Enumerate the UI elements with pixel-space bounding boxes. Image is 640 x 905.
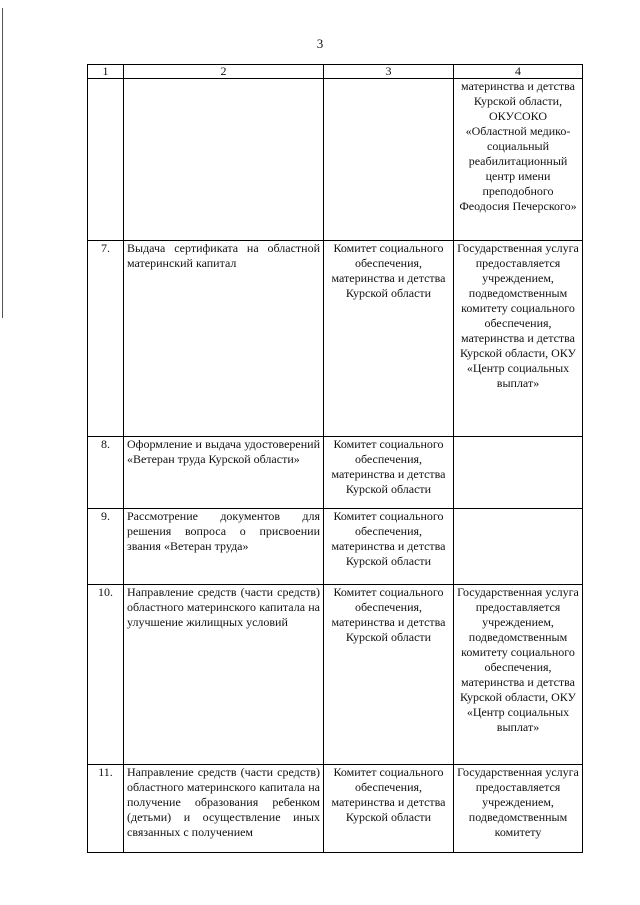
note [454, 509, 583, 585]
table-row [88, 437, 583, 509]
provider: Комитет социального обеспечения, материнства и детства Курской области [324, 437, 454, 509]
provider: Комитет социального обеспечения, материнства и детства Курской области [324, 509, 454, 585]
page-number: 3 [316, 36, 324, 51]
note: Государственная услуга предоставляется учреждением, подведомственным комитету [454, 765, 583, 853]
note: Государственная услуга предоставляется учреждением, подведомственным комитету социального обеспечения, материнства и детства Курской области, ОКУ «Центр социальных выплат» [454, 241, 583, 437]
table-row [88, 585, 583, 765]
note: Государственная услуга предоставляется учреждением, подведомственным комитету социального обеспечения, материнства и детства Курской области, ОКУ «Центр социальных выплат» [454, 585, 583, 765]
service-name: Направление средств (части средств) областного материнского капитала на улучшение жилищных условий [124, 585, 324, 765]
services-table [87, 64, 583, 853]
service-name [124, 79, 324, 241]
note [454, 437, 583, 509]
scan-edge-line [2, 8, 3, 318]
column-header: 4 [454, 65, 583, 79]
row-number [88, 79, 124, 241]
service-name: Оформление и выдача удостоверений «Ветеран труда Курской области» [124, 437, 324, 509]
row-number: 9. [88, 509, 124, 585]
provider: Комитет социального обеспечения, материнства и детства Курской области [324, 765, 454, 853]
service-name: Выдача сертификата на областной материнский капитал [124, 241, 324, 437]
table-row [88, 241, 583, 437]
column-header: 1 [88, 65, 124, 79]
column-header: 3 [324, 65, 454, 79]
provider [324, 79, 454, 241]
column-header: 2 [124, 65, 324, 79]
table-row [88, 765, 583, 853]
note: материнства и детства Курской области, ОКУСОКО «Областной медико-социальный реабилитационный центр имени преподобного Феодосия Печерского» [454, 79, 583, 241]
provider: Комитет социального обеспечения, материнства и детства Курской области [324, 585, 454, 765]
service-name: Рассмотрение документов для решения вопроса о присвоении звания «Ветеран труда» [124, 509, 324, 585]
table-row [88, 79, 583, 241]
table-header-row [88, 65, 583, 79]
table-row [88, 509, 583, 585]
row-number: 8. [88, 437, 124, 509]
row-number: 10. [88, 585, 124, 765]
row-number: 7. [88, 241, 124, 437]
service-name: Направление средств (части средств) областного материнского капитала на получение образования ребенком (детьми) и осуществление иных связанных с получением [124, 765, 324, 853]
row-number: 11. [88, 765, 124, 853]
provider: Комитет социального обеспечения, материнства и детства Курской области [324, 241, 454, 437]
